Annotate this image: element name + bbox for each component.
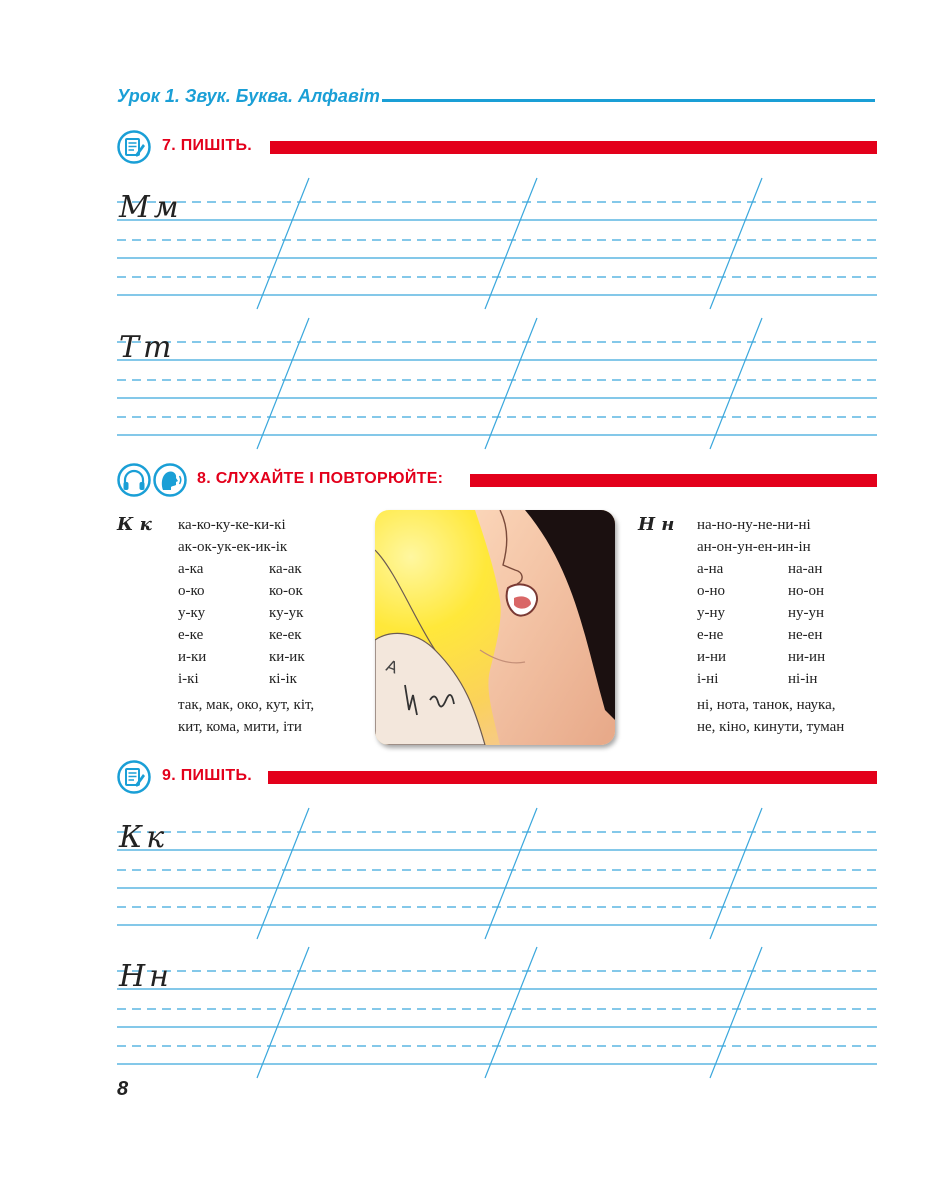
section-8-bar bbox=[470, 474, 877, 487]
headphones-icon bbox=[117, 463, 151, 497]
section-7-title: 7. ПИШІТЬ. bbox=[162, 137, 253, 154]
syllable-n-pair-b: на-ан bbox=[788, 561, 823, 577]
speaking-head-icon bbox=[153, 463, 187, 497]
syllable-n-pair-b: но-он bbox=[788, 583, 825, 599]
syllable-n-pair-a: і-ні bbox=[697, 671, 719, 687]
writing-block-k bbox=[117, 806, 877, 941]
section-8-title: 8. СЛУХАЙТЕ І ПОВТОРЮЙТЕ: bbox=[197, 470, 444, 487]
section-9-header bbox=[117, 760, 877, 794]
ruled-lines bbox=[117, 316, 877, 451]
syllables-n-line2: ан-он-ун-ен-ин-ін bbox=[697, 539, 811, 555]
writing-block-n bbox=[117, 945, 877, 1080]
syllable-k-pair-b: ка-ак bbox=[269, 561, 302, 577]
lesson-header bbox=[117, 86, 877, 110]
script-sample-k: Кк bbox=[119, 820, 169, 855]
paper-letter: А bbox=[383, 655, 401, 678]
syllable-n-pair-a: у-ну bbox=[697, 605, 726, 621]
words-n-line1: ні, нота, танок, наука, bbox=[697, 697, 836, 713]
syllable-k-pair-b: ки-ик bbox=[269, 649, 305, 665]
syllable-n-pair-a: и-ни bbox=[697, 649, 727, 665]
syllable-n-pair-b: ні-ін bbox=[788, 671, 818, 687]
writing-icon bbox=[117, 760, 151, 794]
syllables-n-line1: на-но-ну-не-ни-ні bbox=[697, 517, 811, 533]
syllable-k-pair-a: і-кі bbox=[178, 671, 199, 687]
ruled-lines bbox=[117, 176, 877, 311]
syllables-k-line2: ак-ок-ук-ек-ик-ік bbox=[178, 539, 288, 555]
writing-block-t bbox=[117, 316, 877, 451]
section-7-bar bbox=[270, 141, 877, 154]
script-sample-m: Мм bbox=[119, 190, 183, 225]
syllable-n-pair-a: е-не bbox=[697, 627, 724, 643]
header-rule bbox=[382, 99, 875, 102]
syllable-n-pair-b: не-ен bbox=[788, 627, 823, 643]
syllable-k-pair-b: ке-ек bbox=[269, 627, 302, 643]
writing-icon bbox=[117, 130, 151, 164]
words-n-line2: не, кіно, кинути, туман bbox=[697, 719, 845, 735]
syllable-n-pair-b: ни-ин bbox=[788, 649, 826, 665]
script-sample-t: Тт bbox=[119, 330, 176, 365]
section-9-title: 9. ПИШІТЬ. bbox=[162, 767, 253, 784]
letter-k-heading: К к bbox=[117, 514, 152, 535]
syllable-k-pair-a: у-ку bbox=[178, 605, 206, 621]
syllable-k-pair-a: и-ки bbox=[178, 649, 207, 665]
illustration-speaking-girl bbox=[375, 510, 615, 745]
lesson-title: Урок 1. Звук. Буква. Алфавіт bbox=[117, 86, 380, 106]
section-7-header bbox=[117, 130, 877, 164]
script-sample-n: Нн bbox=[119, 959, 173, 994]
syllable-k-pair-b: ку-ук bbox=[269, 605, 304, 621]
syllables-k-line1: ка-ко-ку-ке-ки-кі bbox=[178, 517, 286, 533]
words-k-line1: так, мак, око, кут, кіт, bbox=[178, 697, 315, 713]
ruled-lines bbox=[117, 806, 877, 941]
syllable-k-pair-a: о-ко bbox=[178, 583, 205, 599]
syllable-n-pair-a: а-на bbox=[697, 561, 724, 577]
section-9-bar bbox=[268, 771, 877, 784]
syllable-k-pair-b: ко-ок bbox=[269, 583, 303, 599]
ruled-lines bbox=[117, 945, 877, 1080]
writing-block-m bbox=[117, 176, 877, 311]
illustration-art bbox=[375, 510, 615, 745]
syllable-n-pair-a: о-но bbox=[697, 583, 726, 599]
section-8-header bbox=[117, 463, 877, 497]
syllable-k-pair-a: е-ке bbox=[178, 627, 204, 643]
words-k-line2: кит, кома, мити, іти bbox=[178, 719, 302, 735]
page-number: 8 bbox=[117, 1078, 129, 1100]
letter-n-heading: Н н bbox=[638, 514, 675, 535]
syllable-k-pair-b: кі-ік bbox=[269, 671, 297, 687]
syllable-k-pair-a: а-ка bbox=[178, 561, 204, 577]
syllable-n-pair-b: ну-ун bbox=[788, 605, 825, 621]
